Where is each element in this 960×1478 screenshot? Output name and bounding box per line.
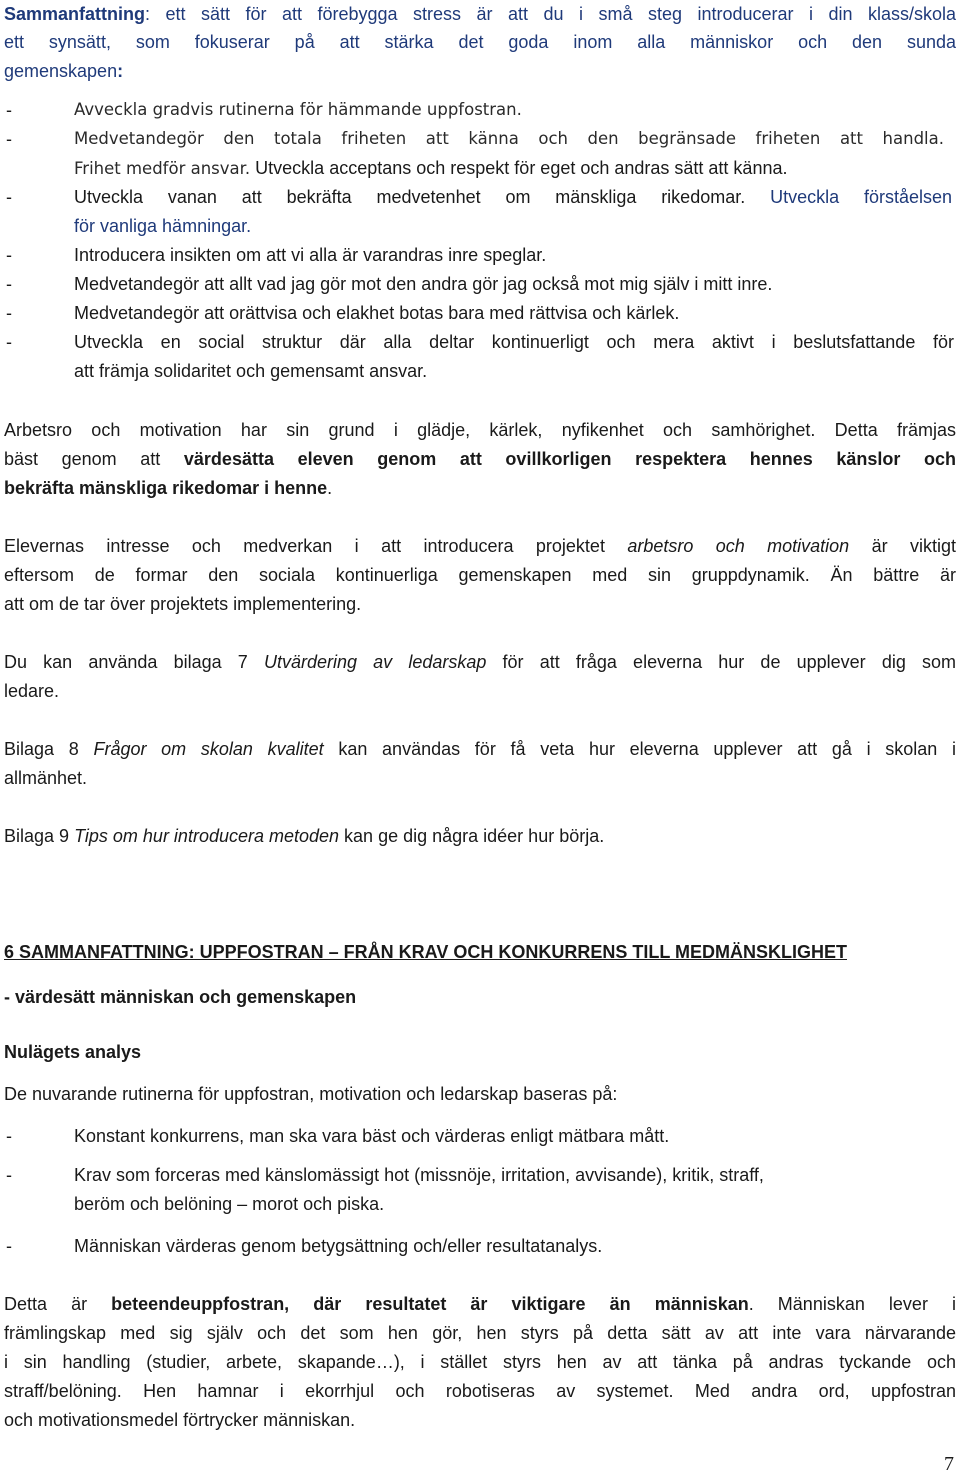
summary-bullet-7-line-1: Utveckla en social struktur där alla deltar kontinuerligt och mera aktivt i beslutsfattande för <box>74 332 954 352</box>
summary-bullet-3-line-2: för vanliga hämningar. <box>74 216 252 236</box>
bullet-dash: - <box>6 245 12 265</box>
bilaga8-line-1: Bilaga 8 Frågor om skolan kvalitet kan användas för få veta hur eleverna upplever att gå i skolan i <box>4 739 956 759</box>
summary-bullet-4: Introducera insikten om att vi alla är varandras inre speglar. <box>74 245 547 265</box>
final-line-4: straff/belöning. Hen hamnar i ekorrhjul och robotiseras av systemet. Med andra ord, uppfostran <box>4 1381 956 1401</box>
bilaga8-line-2: allmänhet. <box>4 768 88 788</box>
elevernas-line-1: Elevernas intresse och medverkan i att introducera projektet arbetsro och motivation är viktigt <box>4 536 956 556</box>
bullet-dash: - <box>6 274 12 294</box>
final-line-1: Detta är beteendeuppfostran, där resultatet är viktigare än människan. Människan lever i <box>4 1294 956 1314</box>
arbetsro-line-2: bäst genom att värdesätta eleven genom att ovillkorligen respektera hennes känslor och <box>4 449 957 469</box>
summary-bullet-7-line-2: att främja solidaritet och gemensamt ansvar. <box>74 361 428 381</box>
analysis-item-3: Människan värderas genom betygsättning och/eller resultatanalys. <box>74 1236 603 1256</box>
summary-bullet-6: Medvetandegör att orättvisa och elakhet botas bara med rättvisa och kärlek. <box>74 303 680 323</box>
final-line-3: i sin handling (studier, arbete, skapande…), i stället styrs hen av att tänka på andras tyckande och <box>4 1352 956 1372</box>
analysis-item-2-line-2: beröm och belöning – morot och piska. <box>74 1194 385 1214</box>
summary-label: Sammanfattning <box>4 4 146 24</box>
bilaga9-line: Bilaga 9 Tips om hur introducera metoden kan ge dig några idéer hur börja. <box>4 826 605 846</box>
analysis-intro: De nuvarande rutinerna för uppfostran, motivation och ledarskap baseras på: <box>4 1084 618 1104</box>
section-subheading: - värdesätt människan och gemenskapen <box>4 987 357 1007</box>
bullet-dash: - <box>6 1236 12 1256</box>
bullet-dash: - <box>6 187 12 207</box>
summary-intro-line-3: gemenskapen: <box>4 61 124 81</box>
bullet-dash: - <box>6 303 12 323</box>
analysis-item-2-line-1: Krav som forceras med känslomässigt hot (missnöje, irritation, avvisande), kritik, straff, <box>74 1165 764 1185</box>
final-line-2: främlingskap med sig själv och det som hen gör, hen styrs på detta sätt av att inte vara närvarande <box>4 1323 956 1343</box>
arbetsro-line-1: Arbetsro och motivation har sin grund i glädje, kärlek, nyfikenhet och samhörighet. Detta främjas <box>4 420 956 440</box>
summary-bullet-2-line-2: Frihet medför ansvar. Utveckla acceptans och respekt för eget och andras sätt att känna. <box>74 158 788 178</box>
bullet-dash: - <box>6 332 12 352</box>
bullet-dash: - <box>6 1126 12 1146</box>
bullet-dash: - <box>6 1165 12 1185</box>
summary-bullet-5: Medvetandegör att allt vad jag gör mot den andra gör jag också mot mig själv i mitt inre. <box>74 274 773 294</box>
summary-bullet-3-line-1: Utveckla vanan att bekräfta medvetenhet om mänskliga rikedomar. Utveckla förståelsen <box>74 187 953 207</box>
summary-intro-line-1: Sammanfattning: ett sätt för att förebygga stress är att du i små steg introducerar i din klass/skola <box>4 4 956 24</box>
analysis-item-1: Konstant konkurrens, man ska vara bäst och värderas enligt mätbara mått. <box>74 1126 670 1146</box>
bullet-dash: - <box>6 129 12 149</box>
analysis-title: Nulägets analys <box>4 1042 142 1062</box>
bullet-dash: - <box>6 100 12 120</box>
arbetsro-line-3: bekräfta mänskliga rikedomar i henne. <box>4 478 333 498</box>
page-number: 7 <box>944 1453 954 1475</box>
final-line-5: och motivationsmedel förtrycker människan. <box>4 1410 356 1430</box>
elevernas-line-2: eftersom de formar den sociala kontinuerliga gemenskapen med sin gruppdynamik. Än bättre är <box>4 565 956 585</box>
summary-intro-line-2: ett synsätt, som fokuserar på att stärka det goda inom alla människor och den sunda <box>4 32 956 52</box>
elevernas-line-3: att om de tar över projektets implementering. <box>4 594 362 614</box>
bilaga7-line-1: Du kan använda bilaga 7 Utvärdering av ledarskap för att fråga eleverna hur de upplever dig som <box>4 652 957 672</box>
summary-bullet-1: Avveckla gradvis rutinerna för hämmande uppfostran. <box>74 100 522 119</box>
bilaga7-line-2: ledare. <box>4 681 60 701</box>
section-heading: 6 SAMMANFATTNING: UPPFOSTRAN – FRÅN KRAV OCH KONKURRENS TILL MEDMÄNSKLIGHET <box>4 942 847 962</box>
summary-bullet-2-line-1: Medvetandegör den totala friheten att känna och den begränsade friheten att handla. <box>74 129 944 148</box>
